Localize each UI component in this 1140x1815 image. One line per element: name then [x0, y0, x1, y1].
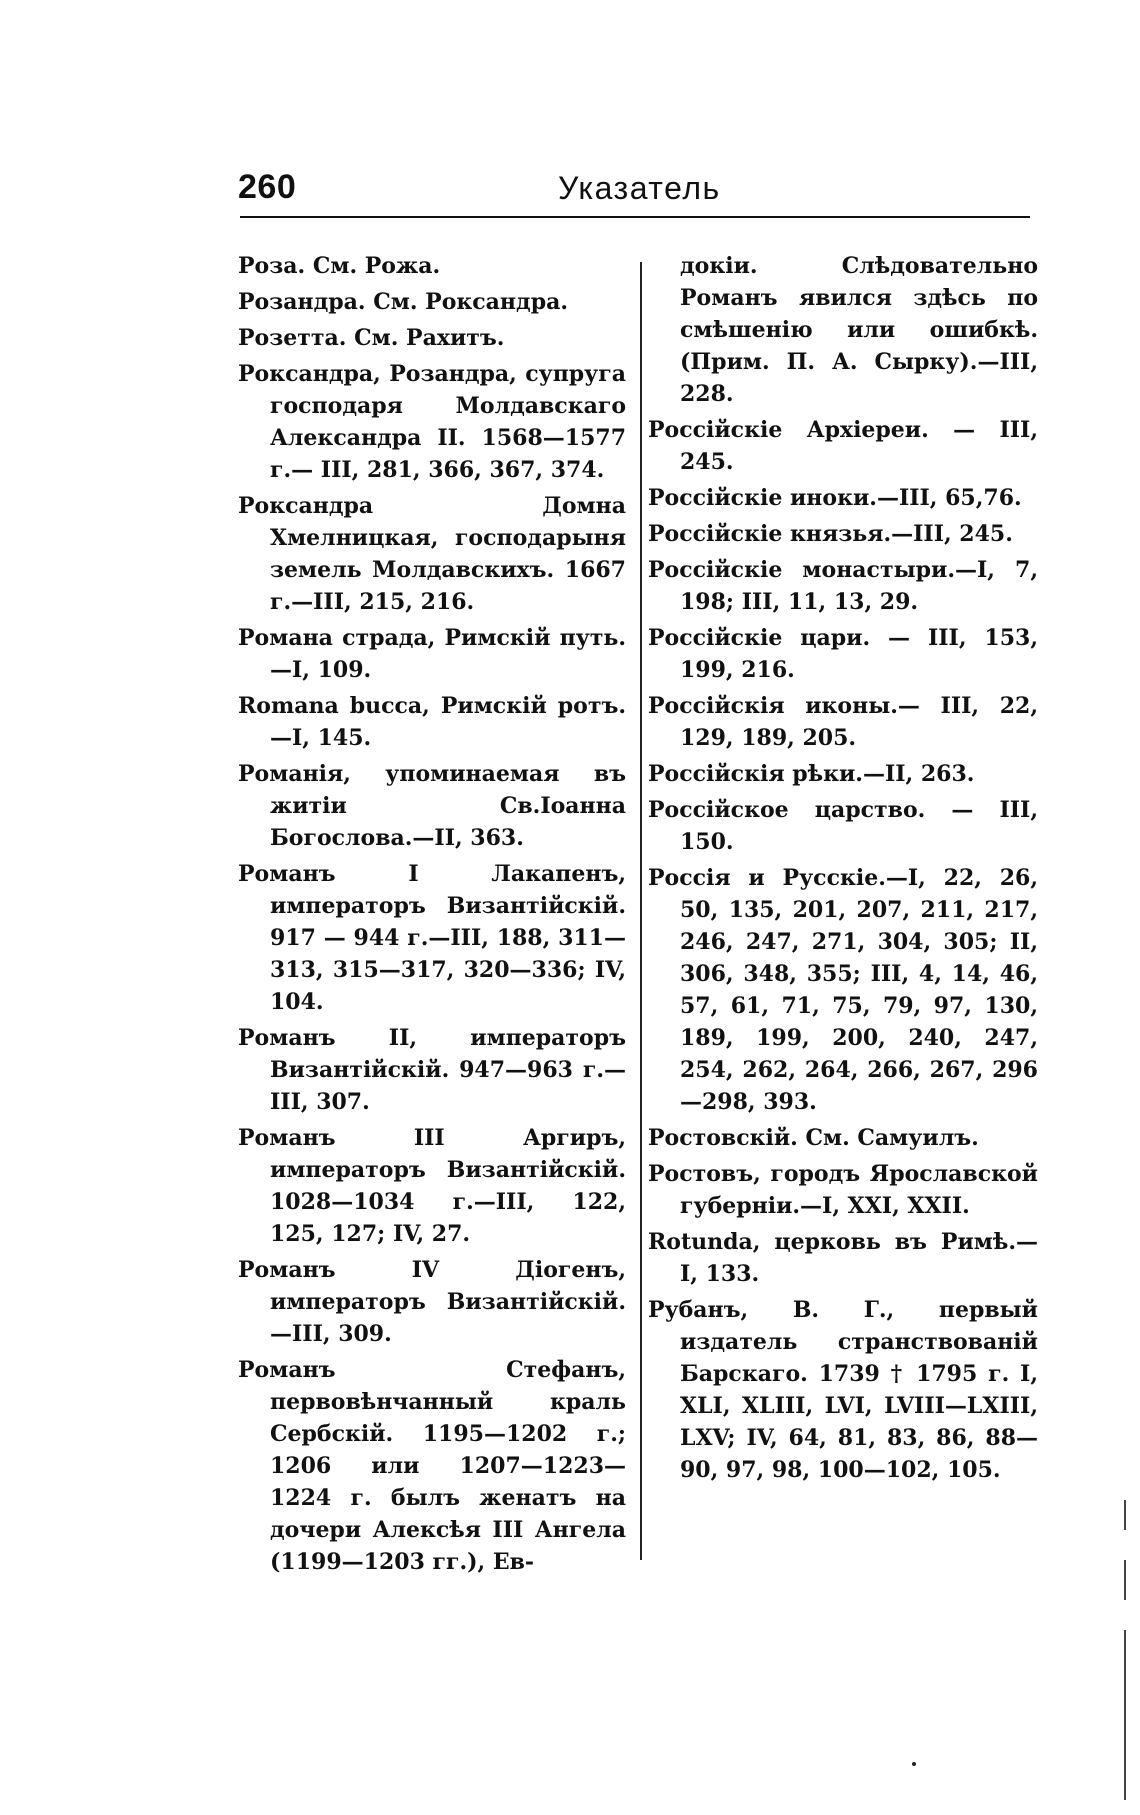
index-entry: Роксандра Домна Хмелницкая, господарыня земель Молдавскихъ. 1667 г.—III, 215, 216. [238, 493, 626, 615]
index-entry: Россійскіе князья.—III, 245. [648, 521, 1013, 547]
header-rule [240, 216, 1030, 218]
index-entry: Россія и Русскіе.—I, 22, 26, 50, 135, 201, 207, 211, 217, 246, 247, 271, 304, 305; II, 306, 348, 355; III, 4, 14, 46, 57, 61, 71, 75, 79, 97, 130, 189, 199, 200, 240, 247, 254, 262, 264, 266, 267, 296—298, 393. [648, 865, 1038, 1115]
index-column-right [648, 250, 1038, 1490]
index-entry: Романъ III Аргиръ, императоръ Византійскій. 1028—1034 г.—III, 122, 125, 127; IV, 27. [238, 1125, 626, 1247]
running-title: Указатель [558, 170, 721, 206]
index-entry: Роза. См. Рожа. [238, 253, 441, 279]
scan-speck [912, 1762, 916, 1766]
index-entry: Romana bucca, Римскій ротъ. —I, 145. [238, 693, 626, 751]
index-entry: Россійскіе цари. — III, 153, 199, 216. [648, 625, 1038, 683]
column-divider [640, 262, 642, 1560]
index-entry: Романъ I Лакапенъ, императоръ Византійскій. 917 — 944 г.—III, 188, 311—313, 315—317, 320—336; IV, 104. [238, 861, 626, 1015]
index-entry: Ростовскій. См. Самуилъ. [648, 1125, 979, 1151]
index-entry: Розетта. См. Рахитъ. [238, 325, 505, 351]
index-entry: Роксандра, Розандра, супруга господаря Молдавскаго Александра II. 1568—1577 г.— III, 281, 366, 367, 374. [238, 361, 626, 483]
page-number: 260 [238, 168, 297, 206]
index-entry-continuation: докіи. Слѣдовательно Романъ явился здѣсь по смѣшенію или ошибкѣ. (Прим. П. А. Сырку).—III, 228. [680, 253, 1038, 407]
scan-edge-mark [1124, 1500, 1126, 1530]
index-column-left [238, 250, 626, 1582]
index-entry: Ростовъ, городъ Ярославской губерніи.—I, XXI, XXII. [648, 1161, 1038, 1219]
index-entry: Россійское царство. — III, 150. [648, 797, 1038, 855]
scan-edge-mark [1124, 1630, 1126, 1800]
index-entry: Романа страда, Римскій путь. —I, 109. [238, 625, 626, 683]
index-entry: Романъ Стефанъ, первовѣнчанный краль Сербскій. 1195—1202 г.; 1206 или 1207—1223— 1224 г. былъ женатъ на дочери Алексѣя III Ангела (1199—1203 гг.), Ев- [238, 1357, 626, 1575]
index-entry: Россійскія рѣки.—II, 263. [648, 761, 975, 787]
index-entry: Розандра. См. Роксандра. [238, 289, 568, 315]
index-entry: Россійскіе Архіереи. — III, 245. [648, 417, 1038, 475]
index-entry: Романъ IV Діогенъ, императоръ Византійскій.—III, 309. [238, 1257, 626, 1347]
index-entry: Rotunda, церковь въ Римѣ.— I, 133. [648, 1229, 1038, 1287]
index-entry: Романъ II, императоръ Византійскій. 947—963 г.—III, 307. [238, 1025, 626, 1115]
scan-edge-mark [1124, 1560, 1126, 1600]
index-entry: Романія, упоминаемая въ житіи Св.Іоанна Богослова.—II, 363. [238, 761, 626, 851]
index-entry: Рубанъ, В. Г., первый издатель странствованій Барскаго. 1739 † 1795 г. I, XLI, XLIII, LVI, LVIII—LXIII, LXV; IV, 64, 81, 83, 86, 88—90, 97, 98, 100—102, 105. [648, 1297, 1038, 1483]
index-entry: Россійскіе иноки.—III, 65,76. [648, 485, 1022, 511]
index-entry: Россійскія иконы.— III, 22, 129, 189, 205. [648, 693, 1038, 751]
index-entry: Россійскіе монастыри.—I, 7, 198; III, 11, 13, 29. [648, 557, 1038, 615]
